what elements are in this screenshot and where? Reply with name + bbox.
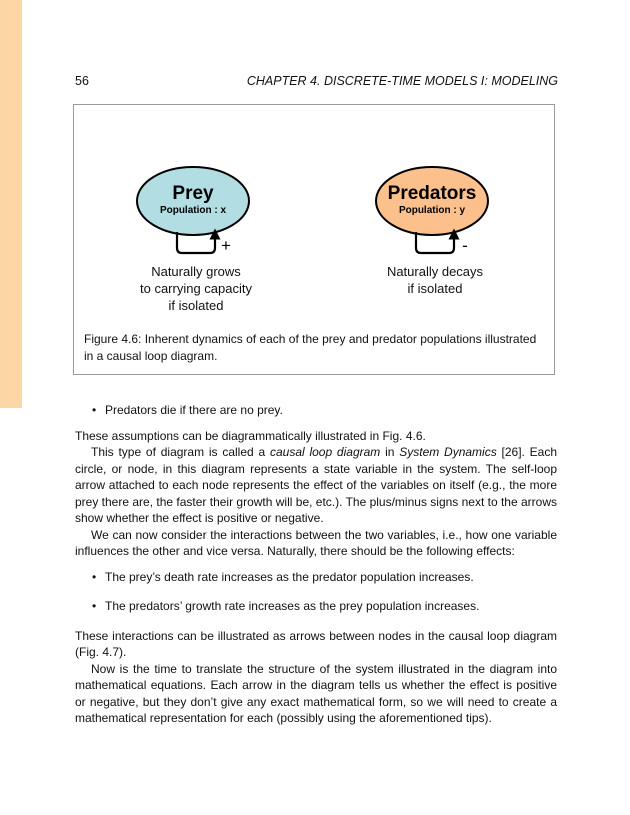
emphasis-term: causal loop diagram — [269, 445, 381, 459]
caption-line: in a causal loop diagram. — [84, 349, 218, 363]
prey-effect-line: if isolated — [168, 298, 224, 313]
body-text — [75, 402, 557, 727]
emphasis-term: System Dynamics — [399, 445, 497, 459]
side-strip — [0, 0, 22, 408]
predators-effect-line: Naturally decays — [386, 264, 484, 279]
bullet-dot: • — [92, 599, 97, 613]
page-header — [75, 74, 558, 92]
bullet-item: • Predators die if there are no prey. — [92, 403, 283, 417]
paragraph-assumptions: These assumptions can be diagrammatically illustrated in Fig. 4.6. — [75, 428, 426, 443]
bullet-dot: • — [92, 403, 97, 417]
page-number: 56 — [75, 74, 89, 88]
bullet-dot: • — [92, 569, 97, 584]
figure-4-6 — [73, 104, 555, 375]
prey-effect-line: Naturally grows — [151, 264, 241, 279]
predators-population: Population : y — [398, 205, 466, 216]
paragraph-interactions: We can now consider the interactions between the two variables, i.e., how one variable influences the other and vice versa. Naturally, there should be the following effects: — [75, 527, 557, 558]
chapter-header: CHAPTER 4. DISCRETE-TIME MODELS I: MODELING — [246, 74, 558, 88]
predators-sign: - — [462, 236, 468, 255]
paragraph-causal-loop: This type of diagram is called a causal loop diagram in System Dynamics [26]. Each circle, or node, in this diagram represents a state variable in the system. The self-loop arrow attached to each node represents the effect of the variables on itself (e.g., the more prey there are, the faster their growth will be, etc.). The plus/minus signs next to the arrows show whether the effect is positive or negative. — [75, 445, 558, 525]
figure-caption — [84, 331, 549, 365]
prey-name: Prey — [172, 183, 214, 204]
prey-effect-line: to carrying capacity — [140, 281, 252, 296]
bullet-item: • The prey’s death rate increases as the predator population increases. — [92, 569, 474, 584]
caption-line: Figure 4.6: Inherent dynamics of each of the prey and predator populations illustrated — [84, 332, 537, 346]
predators-effect — [335, 263, 535, 297]
predators-effect-line: if isolated — [407, 281, 463, 296]
prey-population: Population : x — [159, 205, 227, 216]
paragraph-translate: Now is the time to translate the structure of the system illustrated in the diagram into mathematical equations. Each arrow in the diagram tells us whether the effect is positive or negative, but they don’t give any exact mathematical form, so we will need to create a mathematical representation for each (possibly using the aforementioned tips). — [75, 661, 557, 725]
paragraph-arrows: These interactions can be illustrated as arrows between nodes in the causal loop diagram (Fig. 4.7). — [75, 628, 557, 659]
prey-effect — [96, 263, 296, 314]
prey-sign: + — [221, 236, 231, 255]
bullet-item: • The predators’ growth rate increases as the prey population increases. — [92, 599, 480, 613]
predators-name: Predators — [387, 183, 477, 204]
